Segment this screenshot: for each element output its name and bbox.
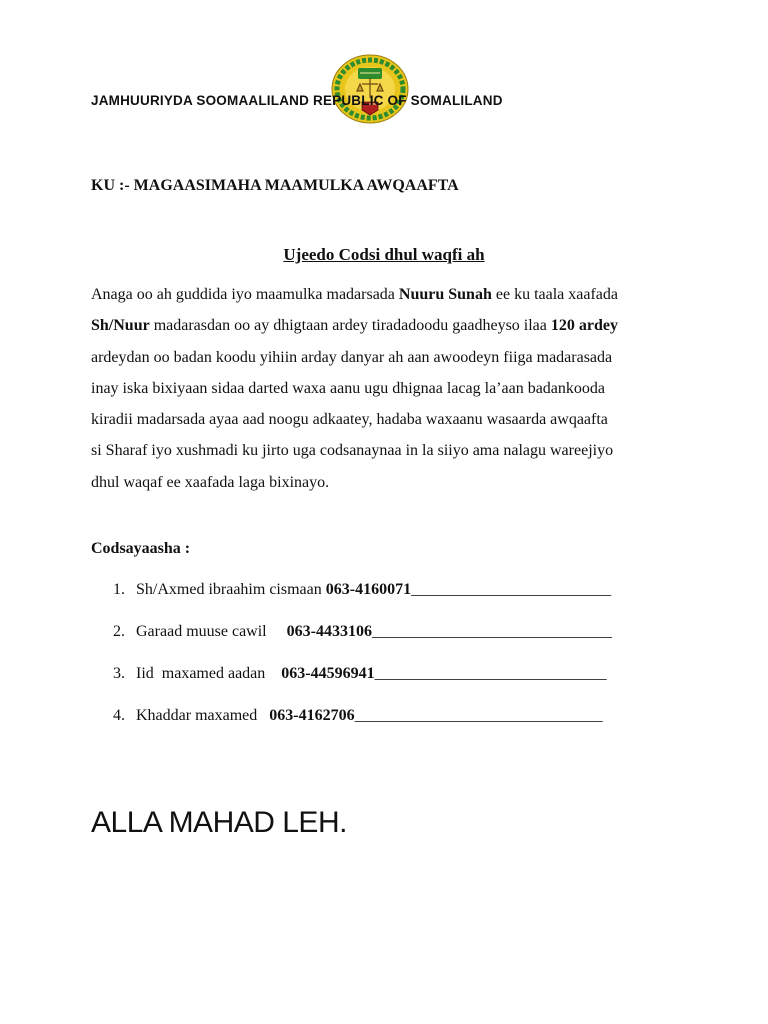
petitioner-name: Khaddar maxamed xyxy=(136,707,270,724)
subject-heading xyxy=(0,245,768,265)
body-line-3: ardeydan oo badan koodu yihiin arday danyar ah aan awoodeyn fiiga madarasada xyxy=(91,348,613,366)
district-name: Sh/Nuur xyxy=(91,317,150,335)
petitioner-item xyxy=(113,707,603,725)
signature-line: _____________________________ xyxy=(374,665,607,682)
petitioner-phone: 063-44596941 xyxy=(281,665,375,682)
closing-line: ALLA MAHAD LEH. xyxy=(91,806,347,839)
signature-line: _______________________________ xyxy=(354,707,603,724)
body-line-1 xyxy=(91,279,691,310)
madrasa-name: Nuuru Sunah xyxy=(398,286,492,303)
coat-of-arms-emblem xyxy=(330,54,410,124)
signature-line: _________________________ xyxy=(411,581,612,598)
body-text: ee ku taala xaafada xyxy=(491,286,618,303)
letter-body xyxy=(91,279,691,498)
petitioner-phone: 063-4162706 xyxy=(269,707,355,724)
body-line-2 xyxy=(91,310,691,341)
body-line-5: kiradii madarsada ayaa aad noogu adkaatey, hadaba waxaanu wasaarda awqaafta xyxy=(91,411,608,429)
petitioner-name: Iid maxamed aadan xyxy=(136,665,282,682)
petitioner-phone: 063-4433106 xyxy=(286,623,372,640)
item-number: 4. xyxy=(113,707,125,724)
item-number: 2. xyxy=(113,623,125,640)
body-text: madarasdan oo ay dhigtaan ardey tiradadoodu gaadheyso ilaa xyxy=(149,317,551,335)
petitioner-item xyxy=(113,665,607,683)
header-title: JAMHUURIYDA SOOMAALILAND REPUBLIC OF SOMALILAND xyxy=(91,93,503,108)
body-line-6: si Sharaf iyo xushmadi ku jirto uga codsanaynaa in la siiyo ama nalagu wareejiyo xyxy=(91,442,614,460)
body-line-7: dhul waqaf ee xaafada laga bixinayo. xyxy=(91,473,330,491)
body-text: Anaga oo ah guddida iyo maamulka madarsada xyxy=(91,286,399,303)
petitioner-name: Sh/Axmed ibraahim cismaan xyxy=(136,581,326,598)
petitioner-item xyxy=(113,581,611,599)
subject-text: Ujeedo Codsi dhul waqfi ah xyxy=(283,245,485,264)
body-line-4: inay iska bixiyaan sidaa darted waxa aanu ugu dhignaa lacag la’aan badankooda xyxy=(91,379,606,397)
item-number: 1. xyxy=(113,581,125,598)
petitioner-name: Garaad muuse cawil xyxy=(136,623,287,640)
petitioner-item xyxy=(113,623,612,641)
item-number: 3. xyxy=(113,665,125,682)
student-count: 120 ardey xyxy=(550,317,618,335)
recipient-line: KU :- MAGAASIMAHA MAAMULKA AWQAAFTA xyxy=(91,177,459,194)
petitioners-heading: Codsayaasha : xyxy=(91,540,191,557)
petitioner-phone: 063-4160071 xyxy=(325,581,412,598)
signature-line: ______________________________ xyxy=(371,623,612,640)
